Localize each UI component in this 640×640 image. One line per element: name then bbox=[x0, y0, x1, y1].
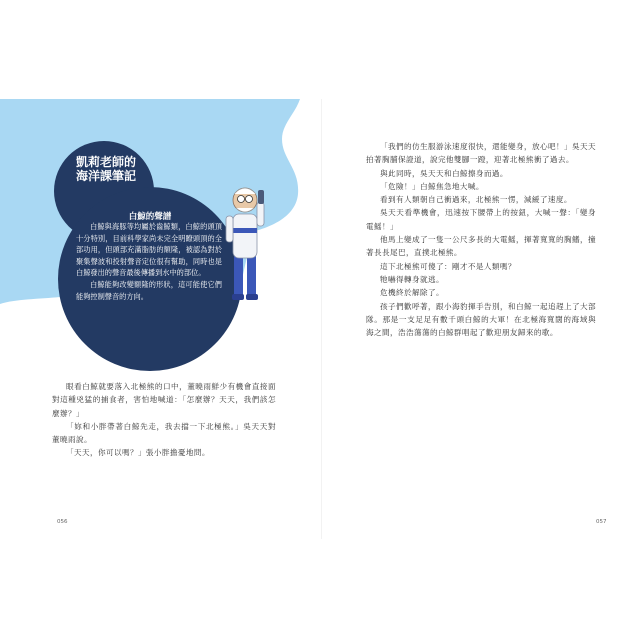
sidebar-body bbox=[76, 221, 222, 302]
page-number-left: 056 bbox=[57, 519, 68, 525]
sidebar-background bbox=[0, 99, 322, 539]
paragraph: 「我們的仿生服游泳速度很快，還能變身，放心吧！」吳天天拍著胸脯保證道，說完他雙腳一蹬，迎著北極熊衝了過去。 bbox=[366, 142, 596, 165]
sidebar-title-line: 凱莉老師的 bbox=[75, 155, 136, 169]
paragraph: 「危險！」白鯨焦急地大喊。 bbox=[380, 181, 484, 191]
paragraph: 吳天天看準機會，迅速按下腰帶上的按鈕，大喊一聲：「變身電鰩！」 bbox=[366, 208, 596, 231]
paragraph: 眼看白鯨就要落入北極熊的口中，董曉雨鮮少有機會直接面對這種兇猛的捕食者，害怕地喊道：「怎麼辦？天天，我們該怎麼辦？」 bbox=[52, 382, 276, 418]
sidebar-subtitle: 白鯨的聲譜 bbox=[128, 212, 172, 222]
paragraph: 與此同時，吳天天和白鯨擦身而過。 bbox=[380, 168, 508, 178]
paragraph: 「妳和小胖帶著白鯨先走，我去擋一下北極熊。」吳天天對董曉雨說。 bbox=[52, 421, 276, 445]
sidebar-paragraph: 白鯨與海豚等均屬於齒鯨類，白鯨的頭頂十分特別，目前科學家尚未完全明瞭頭頂的全部功用，但頭部充滿脂肪的額隆，被認為對於聚集聲波和投射聲音定位很有幫助，同時也是白鯨發出的聲音最後傳播到水中的部位。 bbox=[76, 222, 222, 278]
page-number-right: 057 bbox=[596, 519, 607, 525]
left-page-body bbox=[52, 380, 276, 460]
paragraph: 孩子們歡呼著，跟小海豹揮手告別，和白鯨一起追趕上了大部隊。那是一支足足有數千頭白鯨的大軍！在北極海寬闊的海域與海之間，浩浩蕩蕩的白鯨群唱起了歡迎朋友歸來的歌。 bbox=[366, 301, 596, 338]
sidebar-title-line: 海洋課筆記 bbox=[75, 169, 136, 183]
book-spread bbox=[0, 99, 640, 539]
scientist-illustration bbox=[222, 172, 270, 304]
right-page bbox=[322, 99, 640, 539]
paragraph: 看到有人類朝自己衝過來，北極熊一愣，減緩了速度。 bbox=[380, 195, 572, 205]
paragraph: 危機終於解除了。 bbox=[380, 288, 444, 298]
paragraph: 牠嚇得轉身就逃。 bbox=[380, 274, 444, 284]
sidebar-paragraph: 白鯨能夠改變額隆的形狀，這可能使它們能夠控制聲音的方向。 bbox=[76, 279, 222, 301]
right-page-body bbox=[366, 140, 596, 339]
left-page bbox=[0, 99, 322, 539]
sidebar-title bbox=[62, 155, 150, 183]
paragraph: 這下北極熊可傻了：剛才不是人類嗎？ bbox=[380, 261, 516, 271]
paragraph: 他馬上變成了一隻一公尺多長的大電鰩，揮著寬寬的胸鰭，撞著長長尾巴，直撲北極熊。 bbox=[366, 235, 596, 258]
paragraph: 「天天，你可以嗎？」張小胖擔憂地問。 bbox=[66, 448, 210, 458]
